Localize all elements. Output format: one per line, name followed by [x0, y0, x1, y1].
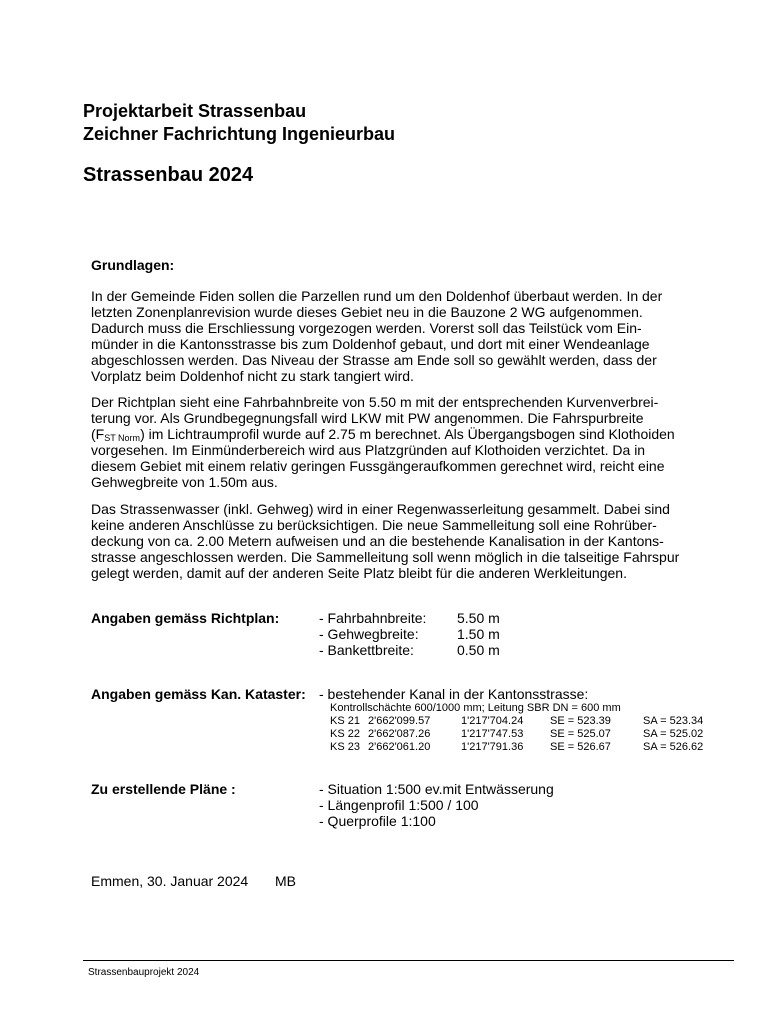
shaft-se: SE = 523.39: [550, 715, 611, 727]
footer-divider: [83, 960, 734, 961]
richtplan-list: [319, 610, 500, 658]
item-value: 1.50 m: [457, 626, 500, 642]
header-line-2: Zeichner Fachrichtung Ingenieurbau: [83, 124, 396, 144]
shaft-sa: SA = 523.34: [643, 715, 704, 727]
paragraph-line: Das Strassenwasser (inkl. Gehweg) wird in einer Regenwasserleitung gesammelt. Dabei sind: [91, 501, 670, 517]
paragraph-line: diesem Gebiet mit einem relativ geringen Fussgängeraufkommen gerechnet wird, reicht eine: [91, 458, 665, 474]
paragraph-line: strasse angeschlossen werden. Die Sammelleitung soll wenn möglich in die talseitige Fahrspur: [91, 549, 680, 565]
shaft-y: 2'662'099.57: [368, 715, 431, 727]
formula-open: (F: [91, 426, 105, 442]
paragraph-line: münder in die Kantonsstrasse bis zum Doldenhof gebaut, und dort mit einer Wendeanlage: [91, 336, 650, 352]
plaene-label: Zu erstellende Pläne :: [91, 781, 236, 797]
shaft-se: SE = 526.67: [550, 741, 611, 753]
signature-initials: MB: [275, 873, 296, 889]
paragraph-3: [91, 501, 691, 581]
shaft-x: 1'217'791.36: [461, 741, 524, 753]
grundlagen-heading: Grundlagen:: [91, 257, 175, 273]
item-key: - Gehwegbreite:: [319, 626, 419, 642]
item-value: 5.50 m: [457, 610, 500, 626]
paragraph-line: In der Gemeinde Fiden sollen die Parzellen rund um den Doldenhof überbaut werden. In der: [91, 288, 663, 304]
shaft-x: 1'217'747.53: [461, 728, 524, 740]
shaft-x: 1'217'704.24: [461, 715, 524, 727]
header-line-1: Projektarbeit Strassenbau: [83, 101, 307, 121]
shaft-y: 2'662'087.26: [368, 728, 431, 740]
paragraph-line: [91, 426, 691, 442]
paragraph-line: terung vor. Als Grundbegegnungsfall wird LKW mit PW angenommen. Die Fahrspurbreite: [91, 410, 644, 426]
paragraph-line: Gehwegbreite von 1.50m aus.: [91, 474, 278, 490]
plaene-list: [319, 781, 554, 829]
richtplan-label: Angaben gemäss Richtplan:: [91, 610, 280, 626]
list-item: - Längenprofil 1:500 / 100: [319, 797, 479, 813]
list-item: - Querprofile 1:100: [319, 813, 436, 829]
shaft-se: SE = 525.07: [550, 728, 611, 740]
shaft-name: KS 22: [330, 728, 360, 740]
paragraph-line: abgeschlossen werden. Das Niveau der Strasse am Ende soll so gewählt werden, dass der: [91, 352, 657, 368]
paragraph-line: vorgesehen. Im Einmünderbereich wird aus Platzgründen auf Klothoiden verzichtet. Da in: [91, 442, 646, 458]
shaft-sa: SA = 526.62: [643, 741, 704, 753]
list-item: [319, 610, 500, 626]
paragraph-line: keine anderen Anschlüsse zu berücksichtigen. Die neue Sammelleitung soll eine Rohrüber-: [91, 517, 657, 533]
kataster-subheader: Kontrollschächte 600/1000 mm; Leitung SBR DN = 600 mm: [330, 702, 621, 714]
document-title: Strassenbau 2024: [83, 164, 254, 186]
item-key: - Bankettbreite:: [319, 642, 414, 658]
paragraph-2: [91, 394, 691, 490]
shaft-name: KS 21: [330, 715, 360, 727]
paragraph-1: [91, 288, 691, 384]
formula-subscript: ST Norm: [104, 433, 141, 443]
item-value: 0.50 m: [457, 642, 500, 658]
shaft-name: KS 23: [330, 741, 360, 753]
shaft-sa: SA = 525.02: [643, 728, 704, 740]
paragraph-line: Vorplatz beim Doldenhof nicht zu stark tangiert wird.: [91, 368, 414, 384]
paragraph-line: letzten Zonenplanrevision wurde dieses Gebiet neu in die Bauzone 2 WG aufgenommen.: [91, 304, 643, 320]
list-item: - Situation 1:500 ev.mit Entwässerung: [319, 781, 554, 797]
paragraph-line: Dadurch muss die Erschliessung vorgezogen werden. Vorerst soll das Teilstück vom Ein-: [91, 320, 642, 336]
shaft-y: 2'662'061.20: [368, 741, 431, 753]
kataster-label: Angaben gemäss Kan. Kataster:: [91, 686, 306, 702]
list-item: [319, 626, 500, 642]
item-key: - Fahrbahnbreite:: [319, 610, 427, 626]
signature-date: Emmen, 30. Januar 2024: [91, 873, 249, 889]
footer-project-name: Strassenbauprojekt 2024: [88, 967, 200, 978]
formula-rest: ) im Lichtraumprofil wurde auf 2.75 m berechnet. Als Übergangsbogen sind Klothoiden: [140, 426, 675, 442]
paragraph-line: gelegt werden, damit auf der anderen Seite Platz bleibt für die anderen Werkleitungen.: [91, 565, 627, 581]
paragraph-line: deckung von ca. 2.00 Metern aufweisen und an die bestehende Kanalisation in der Kantons-: [91, 533, 664, 549]
kataster-intro: - bestehender Kanal in der Kantonsstrasse:: [319, 686, 589, 702]
list-item: [319, 642, 500, 658]
paragraph-line: Der Richtplan sieht eine Fahrbahnbreite von 5.50 m mit der entsprechenden Kurvenverbrei-: [91, 394, 659, 410]
